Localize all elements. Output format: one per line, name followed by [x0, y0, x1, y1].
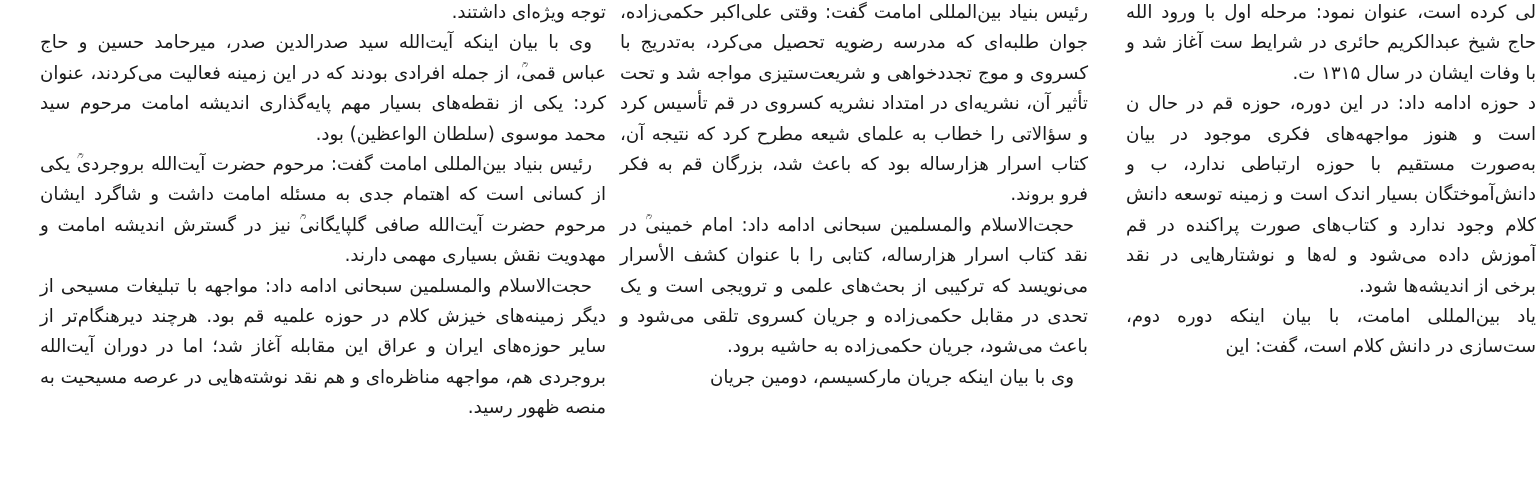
paragraph: رئیس بنیاد بین‌المللی امامت گفت: مرحوم حضرت آیت‌الله بروجردی‌ؒ یکی از کسانی است که اهتمام جدی به مسئله امامت داشت و شاگرد ایشان مرحوم حضرت آیت‌الله صافی گلپایگانی‌ؒ نیز در گسترش اندیشه امامت و مهدویت نقش بسیاری مهمی دارند. [40, 154, 606, 267]
paragraph: وی با بیان اینکه آیت‌الله سید صدرالدین صدر، میرحامد حسین و حاج عباس قمی‌ؒ، از جمله افرادی بودند که در این زمینه فعالیت می‌کردند، عنوان کرد: یکی از نقطه‌های بسیار مهم پایه‌گذاری اندیشه امامت مرحوم سید محمد موسوی (سلطان الواعظین) بود. [40, 32, 606, 145]
paragraph: یاد بین‌المللی امامت، با بیان اینکه دوره دوم، ست‌سازی در دانش کلام است، گفت: این [1126, 306, 1536, 358]
text-column-left [40, 0, 606, 496]
text-column-right-inner [1126, 0, 1536, 363]
text-column-middle [620, 0, 1088, 496]
paragraph: وی با بیان اینکه جریان مارکسیسم، دومین جریان [709, 366, 1074, 388]
paragraph: توجه ویژه‌ای داشتند. [451, 2, 606, 23]
paragraph: حجت‌الاسلام والمسلمین سبحانی ادامه داد: امام خمینی‌ؒ در نقد کتاب اسرار هزارساله، کتابی را با عنوان کشف الأسرار می‌نویسد که ترکیبی از بحث‌های علمی و ترویجی است و یک تحدی در مقابل حکمی‌زاده و جریان کسروی تلقی می‌شود و باعث می‌شود، جریان حکمی‌زاده به حاشیه برود. [620, 214, 1088, 358]
text-column-right [1125, 0, 1536, 496]
paragraph: حجت‌الاسلام والمسلمین سبحانی ادامه داد: مواجهه با تبلیغات مسیحی از دیگر زمینه‌های خیزش کلام در حوزه علمیه قم بود. هرچند دیرهنگام‌تر از سایر حوزه‌های ایران و عراق این مقابله آغاز شد؛ اما در دوران آیت‌الله بروجردی هم، مواجهه مناظره‌ای و هم نقد نوشته‌هایی در عرصه مسیحیت به منصه ظهور رسید. [40, 275, 606, 419]
paragraph: د حوزه ادامه داد: در این دوره، حوزه قم در حال ن است و هنوز مواجهه‌های فکری موجود در بیان به‌صورت مستقیم با حوزه ارتباطی ندارد، ب و دانش‌آموختگان بسیار اندک است و زمینه توسعه دانش کلام وجود ندارد و کتاب‌های صورت پراکنده در قم آموزش داده می‌شود و له‌ها و نوشتارهایی در نقد برخی از اندیشه‌ها شود. [1126, 93, 1536, 297]
paragraph: رئیس بنیاد بین‌المللی امامت گفت: وقتی علی‌اکبر حکمی‌زاده، جوان طلبه‌ای که مدرسه رضویه تحصیل می‌کرد، به‌تدریج با کسروی و موج تجددخواهی و شریعت‌ستیزی مواجه شد و تحت تأثیر آن، نشریه‌ای در امتداد نشریه کسروی در قم تأسیس کرد و سؤالاتی را خطاب به علمای شیعه مطرح کرد که نتیجه آن، کتاب اسرار هزارساله بود که باعث شد، بزرگان قم به فکر فرو بروند. [620, 2, 1088, 206]
paragraph: لی کرده است، عنوان نمود: مرحله اول با ورود الله حاج شیخ عبدالکریم حائری در شرایط ست آغاز شد و با وفات ایشان در سال ۱۳۱۵ ت. [1126, 2, 1536, 84]
